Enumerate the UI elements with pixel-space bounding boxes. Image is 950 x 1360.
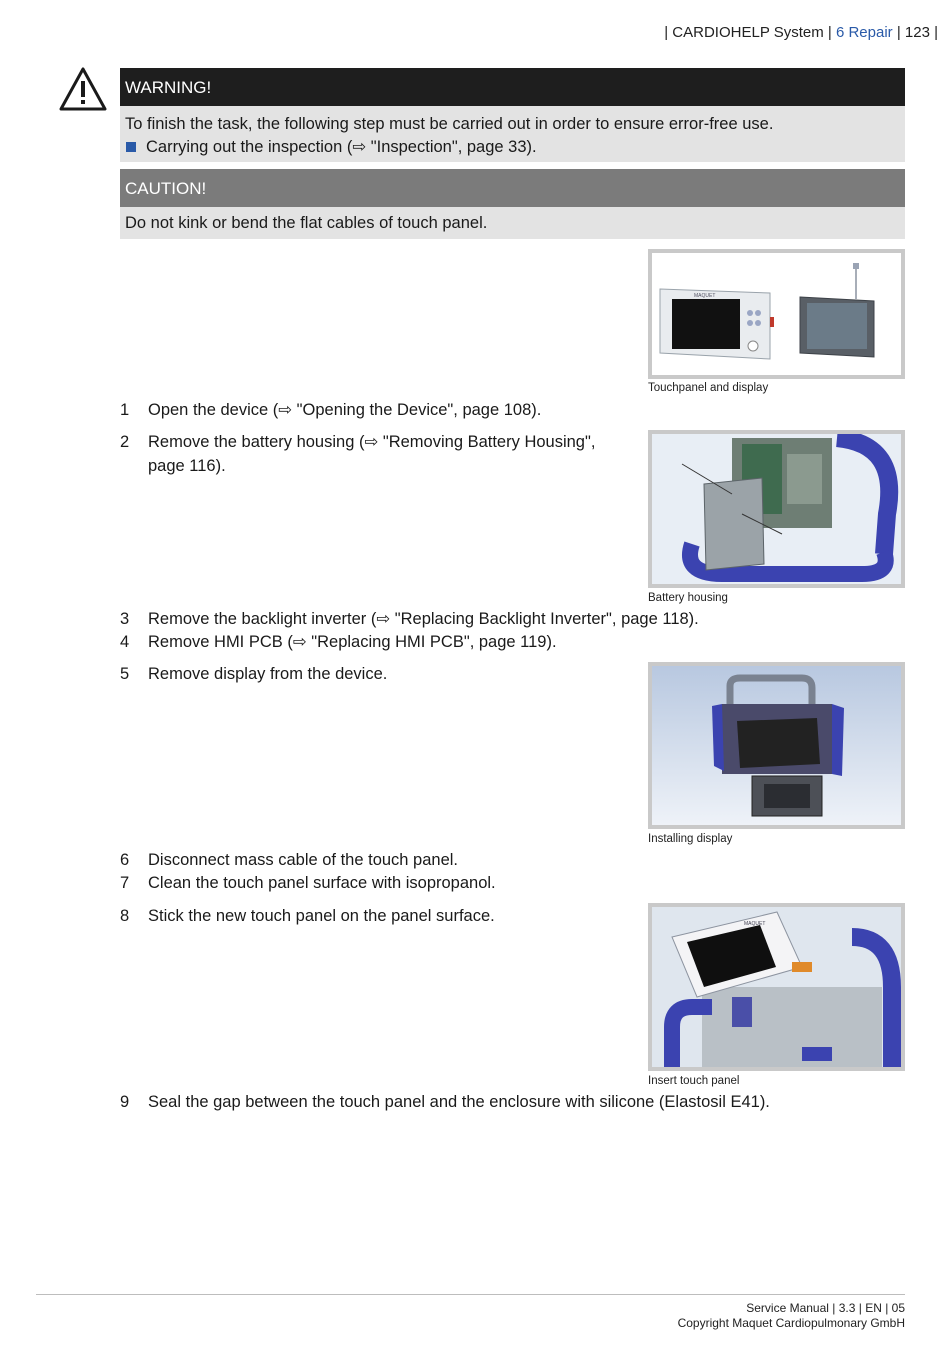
step-6	[120, 848, 620, 872]
footer-manual-info: Service Manual | 3.3 | EN | 05	[746, 1301, 905, 1315]
step-9	[120, 1090, 820, 1114]
footer-divider	[36, 1294, 905, 1295]
step-text[interactable]: Remove the battery housing (⇨ "Removing Battery Housing", page 116).	[148, 433, 596, 475]
step-1	[120, 398, 620, 422]
battery-housing-illustration	[652, 434, 901, 584]
figure-caption-touchpanel: Touchpanel and display	[648, 382, 769, 394]
header-section-link[interactable]: 6 Repair	[835, 24, 893, 41]
figure-caption-insert: Insert touch panel	[648, 1075, 740, 1087]
step-number: 9	[120, 1093, 130, 1111]
warning-triangle-icon	[58, 66, 108, 112]
installing-display-illustration	[652, 666, 901, 825]
step-number: 3	[120, 610, 130, 628]
step-5	[120, 662, 620, 686]
touch-panel-brand-label: MAQUET	[744, 921, 766, 927]
warning-title-bar: WARNING!	[120, 68, 905, 106]
step-text: Disconnect mass cable of the touch panel.	[148, 851, 459, 869]
device-brand-label: MAQUET	[694, 293, 716, 299]
warning-body	[120, 106, 905, 162]
figure-insert-touch-panel	[648, 903, 905, 1071]
step-7	[120, 871, 620, 895]
touchpanel-display-illustration	[652, 253, 901, 375]
step-text: Seal the gap between the touch panel and the enclosure with silicone (Elastosil E41).	[148, 1093, 770, 1111]
caution-body: Do not kink or bend the flat cables of touch panel.	[120, 207, 905, 239]
step-text: Remove display from the device.	[148, 665, 388, 683]
figure-caption-battery: Battery housing	[648, 592, 728, 604]
step-8	[120, 904, 620, 928]
display-screen	[672, 299, 740, 349]
step-3	[120, 607, 740, 631]
figure-touchpanel-display	[648, 249, 905, 379]
step-2	[120, 430, 600, 478]
step-text: Stick the new touch panel on the panel surface.	[148, 907, 495, 925]
step-number: 6	[120, 851, 130, 869]
step-text[interactable]: Remove the backlight inverter (⇨ "Replacing Backlight Inverter", page 118).	[148, 610, 699, 628]
caution-title-bar: CAUTION!	[120, 169, 905, 207]
bullet-square-icon	[126, 142, 136, 152]
running-header	[664, 24, 938, 41]
step-number: 2	[120, 433, 130, 451]
header-page-number: | 123 |	[896, 24, 938, 41]
step-number: 8	[120, 907, 130, 925]
figure-caption-installing: Installing display	[648, 833, 733, 845]
warning-bullet-text[interactable]: Carrying out the inspection (⇨ "Inspection", page 33).	[146, 138, 537, 156]
step-number: 1	[120, 401, 130, 419]
step-text[interactable]: Remove HMI PCB (⇨ "Replacing HMI PCB", page 119).	[148, 633, 557, 651]
warning-text: To finish the task, the following step must be carried out in order to ensure error-free use.	[125, 115, 774, 133]
figure-installing-display	[648, 662, 905, 829]
figure-battery-housing	[648, 430, 905, 588]
step-4	[120, 630, 620, 654]
insert-touch-panel-illustration	[652, 907, 901, 1067]
step-number: 4	[120, 633, 130, 651]
step-number: 5	[120, 665, 130, 683]
step-text[interactable]: Open the device (⇨ "Opening the Device", page 108).	[148, 401, 542, 419]
warning-bullet-item	[125, 136, 900, 159]
footer-copyright: Copyright Maquet Cardiopulmonary GmbH	[677, 1316, 905, 1330]
header-prefix: | CARDIOHELP System |	[664, 24, 832, 41]
step-text: Clean the touch panel surface with isopropanol.	[148, 874, 496, 892]
step-number: 7	[120, 874, 130, 892]
